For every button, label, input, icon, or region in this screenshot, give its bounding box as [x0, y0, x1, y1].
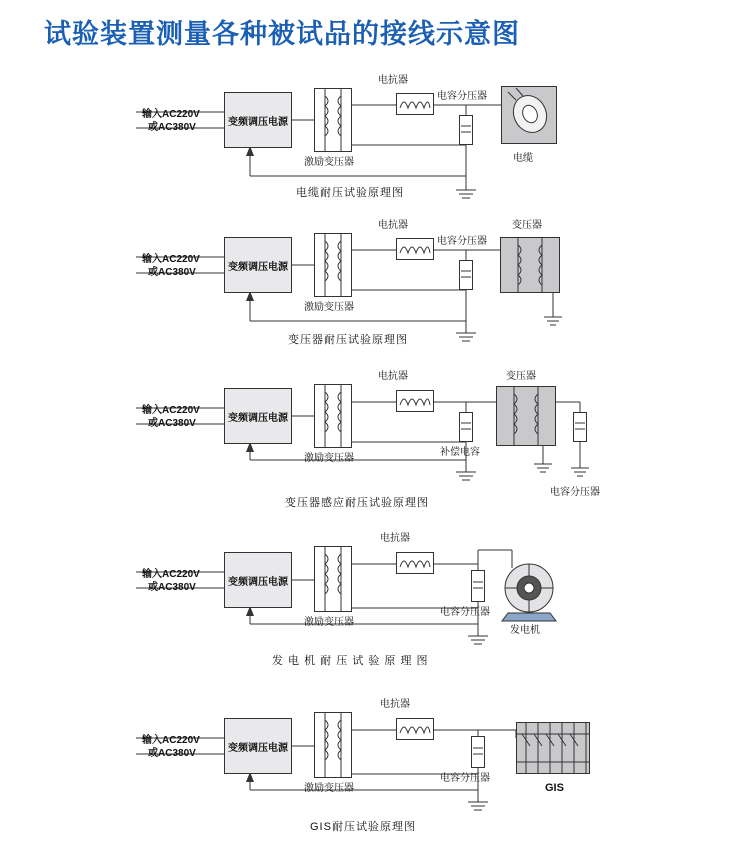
input-label-line2-gis: 或AC380V: [148, 748, 196, 759]
vfd-power-supply-generator: 变频调压电源: [224, 552, 292, 608]
diagram-generator: [0, 520, 734, 678]
cap-divider-label-induced: 电容分压器: [550, 487, 600, 498]
reactor-label-gis: 电抗器: [380, 699, 410, 710]
device-label-gis: GIS: [545, 782, 564, 794]
cap-divider-label-tx: 电容分压器: [437, 236, 487, 247]
input-label-line2-generator: 或AC380V: [148, 582, 196, 593]
cap-divider-label-cable: 电容分压器: [437, 91, 487, 102]
input-label-line1-induced: 输入AC220V: [142, 405, 200, 416]
page-title: 试验装置测量各种被试品的接线示意图: [44, 19, 520, 49]
compensation-capacitor-label: 补偿电容: [440, 447, 480, 458]
cap-divider-label-generator: 电容分压器: [440, 607, 490, 618]
device-label-cable: 电缆: [513, 153, 533, 164]
vfd-power-supply-gis: 变频调压电源: [224, 718, 292, 774]
caption-transformer: 变压器耐压试验原理图: [288, 334, 408, 346]
caption-induced: 变压器感应耐压试验原理图: [285, 497, 429, 509]
exciter-label-cable: 激励变压器: [304, 157, 354, 168]
device-label-generator: 发电机: [510, 625, 540, 636]
diagram-cable: [0, 60, 734, 205]
exciter-label-gis: 激励变压器: [304, 783, 354, 794]
device-label-induced: 变压器: [506, 371, 536, 382]
reactor-label-tx: 电抗器: [378, 220, 408, 231]
input-label-line2-tx: 或AC380V: [148, 267, 196, 278]
caption-generator: 发 电 机 耐 压 试 验 原 理 图: [272, 655, 429, 667]
exciter-label-generator: 激励变压器: [304, 617, 354, 628]
reactor-label-generator: 电抗器: [380, 533, 410, 544]
vfd-power-supply-cable: 变频调压电源: [224, 92, 292, 148]
input-label-line1-generator: 输入AC220V: [142, 569, 200, 580]
device-label-tx: 变压器: [512, 220, 542, 231]
exciter-label-tx: 激励变压器: [304, 302, 354, 313]
input-label-line1-gis: 输入AC220V: [142, 735, 200, 746]
vfd-power-supply-transformer: 变频调压电源: [224, 237, 292, 293]
reactor-label-induced: 电抗器: [378, 371, 408, 382]
input-label-line2-cable: 或AC380V: [148, 122, 196, 133]
diagram-transformer: [0, 205, 734, 353]
input-label-line1-cable: 输入AC220V: [142, 109, 200, 120]
diagram-gis: [0, 690, 734, 855]
caption-cable: 电缆耐压试验原理图: [296, 187, 404, 199]
vfd-power-supply-induced: 变频调压电源: [224, 388, 292, 444]
diagram-transformer-induced: [0, 360, 734, 518]
caption-gis: GIS耐压试验原理图: [310, 821, 416, 833]
cap-divider-label-gis: 电容分压器: [440, 773, 490, 784]
input-label-line2-induced: 或AC380V: [148, 418, 196, 429]
reactor-label-cable: 电抗器: [378, 75, 408, 86]
exciter-label-induced: 激励变压器: [304, 453, 354, 464]
input-label-line1-tx: 输入AC220V: [142, 254, 200, 265]
